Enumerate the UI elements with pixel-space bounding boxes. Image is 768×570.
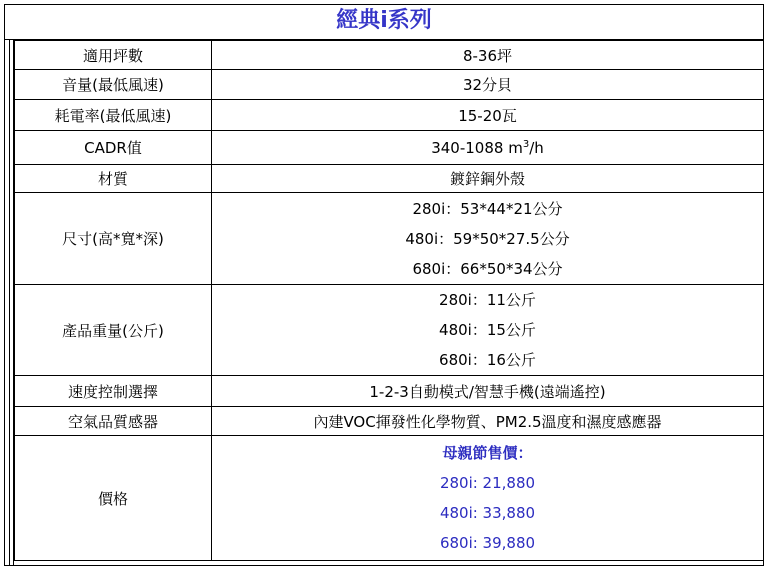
- size-line-480i: 480i：59*50*27.5公分: [405, 229, 570, 248]
- price-line-680i: 680i: 39,880: [439, 534, 536, 552]
- spec-table: [14, 40, 764, 561]
- row-label-cadr: CADR值: [15, 131, 212, 165]
- row-label-weight: 產品重量(公斤): [15, 285, 212, 376]
- row-label-area: 適用坪數: [15, 41, 212, 70]
- weight-line-480i: 480i：15公斤: [439, 321, 536, 339]
- row-label-noise: 音量(最低風速): [15, 70, 212, 100]
- row-value-sensor: 內建VOC揮發性化學物質、PM2.5溫度和濕度感應器: [212, 407, 764, 436]
- table-row: [15, 41, 764, 70]
- table-row: [15, 100, 764, 131]
- row-value-material: 鍍鋅鋼外殼: [212, 165, 764, 193]
- row-value-size: [212, 193, 764, 285]
- row-label-sensor: 空氣品質感器: [15, 407, 212, 436]
- price-promo-heading: 母親節售價：: [442, 444, 533, 462]
- row-label-speed-control: 速度控制選擇: [15, 376, 212, 407]
- row-value-weight: [212, 285, 764, 376]
- cadr-unit-tail: /h: [529, 138, 544, 157]
- row-value-price: [212, 436, 764, 561]
- row-value-cadr: [212, 131, 764, 165]
- size-line-680i: 680i：66*50*34公分: [412, 259, 563, 278]
- price-line-480i: 480i: 33,880: [439, 504, 536, 522]
- cadr-exponent: 3: [522, 138, 530, 150]
- row-label-size: 尺寸(高*寬*深): [15, 193, 212, 285]
- price-line-280i: 280i: 21,880: [439, 474, 536, 492]
- table-title: 經典i系列: [4, 4, 764, 40]
- weight-line-680i: 680i：16公斤: [439, 351, 536, 369]
- size-line-280i: 280i：53*44*21公分: [412, 199, 563, 218]
- row-value-area: 8-36坪: [212, 41, 764, 70]
- row-value-speed-control: 1-2-3自動模式/智慧手機(遠端遙控): [212, 376, 764, 407]
- row-label-price: 價格: [15, 436, 212, 561]
- row-label-material: 材質: [15, 165, 212, 193]
- table-row: [15, 70, 764, 100]
- row-label-power: 耗電率(最低風速): [15, 100, 212, 131]
- weight-line-280i: 280i：11公斤: [439, 291, 536, 309]
- table-row: [15, 436, 764, 561]
- cadr-range: 340-1088 m: [431, 138, 523, 157]
- table-row: [15, 285, 764, 376]
- table-row: [15, 193, 764, 285]
- row-value-noise: 32分貝: [212, 70, 764, 100]
- table-row: [15, 376, 764, 407]
- table-row: [15, 407, 764, 436]
- table-row: [15, 165, 764, 193]
- row-value-power: 15-20瓦: [212, 100, 764, 131]
- table-row: [15, 131, 764, 165]
